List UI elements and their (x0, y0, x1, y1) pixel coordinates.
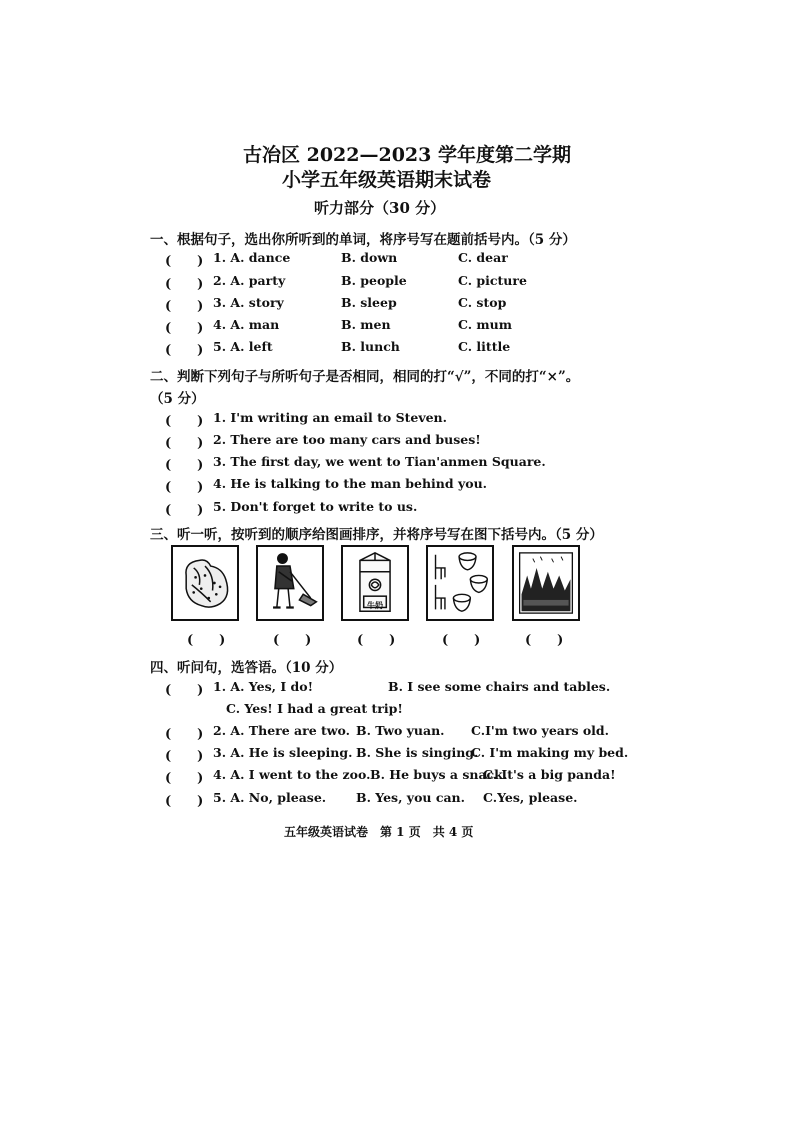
man-sweeping-picture (256, 545, 324, 621)
option-a: 3. A. He is sleeping. (213, 745, 353, 760)
option-b: B. sleep (341, 295, 397, 310)
answer-paren[interactable]: ( ) (165, 749, 204, 764)
option-c: C. Yes! I had a great trip! (226, 701, 403, 716)
answer-paren[interactable]: ( ) (165, 436, 204, 451)
chairs-cups-picture (426, 545, 494, 621)
option-c: C.I'm two years old. (471, 723, 610, 738)
sentence: 1. I'm writing an email to Steven. (213, 410, 447, 425)
answer-paren[interactable]: ( ) (165, 343, 204, 358)
option-a: 3. A. story (213, 295, 284, 310)
option-a: 1. A. Yes, I do! (213, 679, 314, 694)
answer-paren[interactable]: ( ) (165, 254, 204, 269)
option-a: 1. A. dance (213, 250, 291, 265)
page-footer: 五年级英语试卷 第 1 页 共 4 页 (284, 825, 474, 839)
answer-paren[interactable]: ( ) (165, 480, 204, 495)
option-c: C. little (458, 339, 511, 354)
option-c: C. stop (458, 295, 507, 310)
answer-paren[interactable]: ( ) (165, 771, 204, 786)
answer-paren[interactable]: ( ) (165, 277, 204, 292)
picture-3-paren[interactable]: ( ) (357, 633, 396, 648)
option-b: B. lunch (341, 339, 400, 354)
palace-scene-picture (512, 545, 580, 621)
bread-picture (171, 545, 239, 621)
option-c: C.Yes, please. (483, 790, 578, 805)
option-a: 2. A. party (213, 273, 286, 288)
option-b: B. Two yuan. (356, 723, 445, 738)
option-a: 5. A. No, please. (213, 790, 327, 805)
answer-paren[interactable]: ( ) (165, 794, 204, 809)
milk-carton-picture (341, 545, 409, 621)
option-a: 2. A. There are two. (213, 723, 351, 738)
sentence: 5. Don't forget to write to us. (213, 499, 418, 514)
picture-1-paren[interactable]: ( ) (187, 633, 226, 648)
option-b: B. men (341, 317, 391, 332)
option-c: C. picture (458, 273, 527, 288)
option-b: B. She is singing. (356, 745, 479, 760)
answer-paren[interactable]: ( ) (165, 299, 204, 314)
exam-title: 古冶区 2022—2023 学年度第二学期 (243, 144, 571, 166)
option-b: B. Yes, you can. (356, 790, 465, 805)
answer-paren[interactable]: ( ) (165, 458, 204, 473)
picture-2-paren[interactable]: ( ) (273, 633, 312, 648)
sentence: 3. The first day, we went to Tian'anmen Square. (213, 454, 546, 469)
option-c: C. mum (458, 317, 512, 332)
picture-4-paren[interactable]: ( ) (442, 633, 481, 648)
option-b: B. He buys a snack. (370, 767, 508, 782)
option-b: B. down (341, 250, 398, 265)
milk-label: 牛奶 (367, 601, 383, 610)
option-a: 4. A. I went to the zoo. (213, 767, 371, 782)
exam-subtitle: 小学五年级英语期末试卷 (282, 169, 492, 191)
answer-paren[interactable]: ( ) (165, 727, 204, 742)
answer-paren[interactable]: ( ) (165, 503, 204, 518)
part4-heading: 四、听问句，选答语。（10 分） (150, 660, 343, 676)
part2-score: （5 分） (150, 391, 205, 407)
section-header: 听力部分（30 分） (314, 199, 446, 217)
answer-paren[interactable]: ( ) (165, 414, 204, 429)
option-a: 4. A. man (213, 317, 280, 332)
option-b: B. I see some chairs and tables. (388, 679, 611, 694)
sentence: 4. He is talking to the man behind you. (213, 476, 488, 491)
option-c: C. I'm making my bed. (471, 745, 629, 760)
option-c: C. dear (458, 250, 508, 265)
part2-heading: 二、判断下列句子与所听句子是否相同，相同的打“√”，不同的打“×”。 (150, 369, 580, 385)
part1-heading: 一、根据句子，选出你所听到的单词，将序号写在题前括号内。（5 分） (150, 232, 576, 248)
answer-paren[interactable]: ( ) (165, 321, 204, 336)
option-b: B. people (341, 273, 407, 288)
answer-paren[interactable]: ( ) (165, 683, 204, 698)
sentence: 2. There are too many cars and buses! (213, 432, 481, 447)
picture-5-paren[interactable]: ( ) (525, 633, 564, 648)
part3-heading: 三、听一听，按听到的顺序给图画排序，并将序号写在图下括号内。（5 分） (150, 527, 603, 543)
option-a: 5. A. left (213, 339, 273, 354)
option-c: C. It's a big panda! (483, 767, 616, 782)
